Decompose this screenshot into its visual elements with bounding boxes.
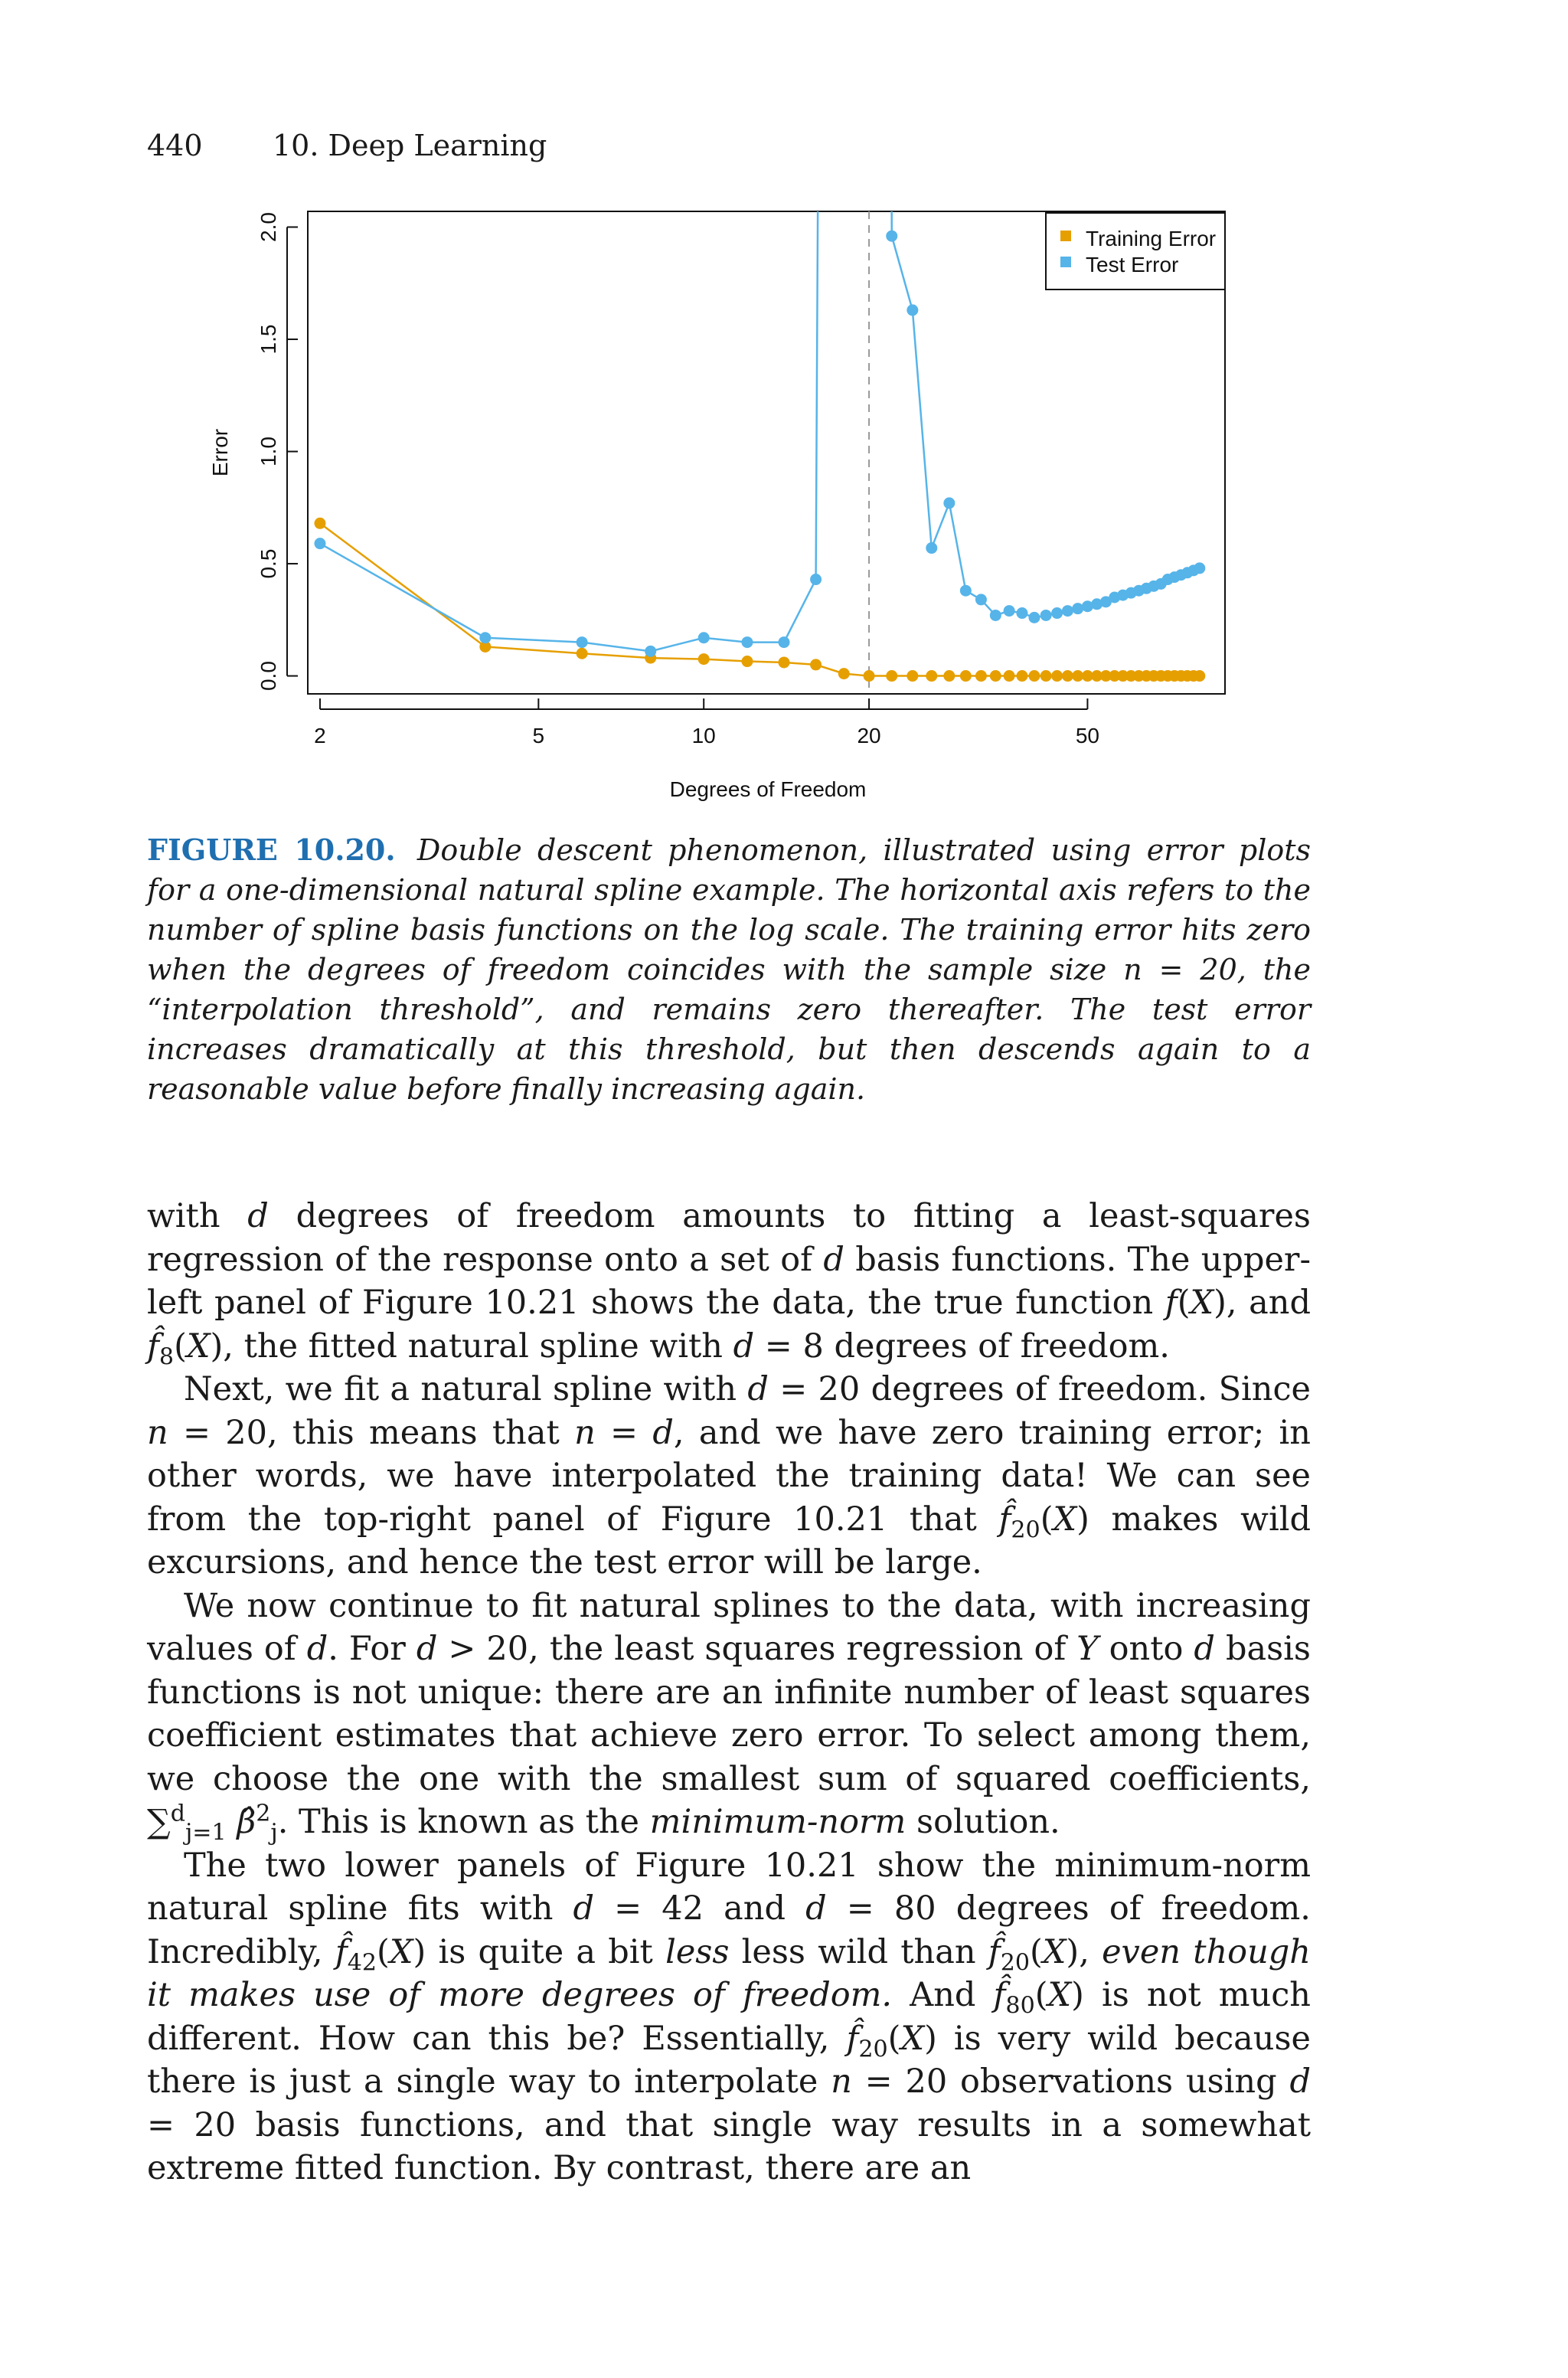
math-var: X — [1042, 1932, 1067, 1971]
test-error-point — [1004, 605, 1015, 617]
test-error-point — [778, 636, 789, 648]
text-run: . This is known as the — [277, 1803, 650, 1841]
y-axis — [256, 212, 298, 691]
math-var: n — [831, 2062, 852, 2101]
test-error-point — [1062, 605, 1073, 617]
training-error-point — [1051, 670, 1063, 682]
text-run: basis functions. The upper-left panel of Figure 10.21 shows the data, the true function — [147, 1240, 1311, 1322]
text-run: ) makes wild excursions, and hence the test error will be large. — [147, 1500, 1311, 1582]
page-number: 440 — [147, 129, 203, 162]
math-var: n — [574, 1413, 596, 1452]
math-var: Y — [1076, 1630, 1099, 1668]
x-axis — [314, 698, 1099, 747]
test-error-point — [943, 497, 955, 509]
text-run: = 20 basis functions, and that single way results in a somewhat extreme fitted function. By contrast, there are an — [147, 2105, 1311, 2187]
text-run: = 20 observations using — [851, 2062, 1290, 2101]
caption-text: Double descent phenomenon, illustrated using error plots for a one-dimensional natural spline example. The horizontal axis refers to the number of spline basis functions on the log scale. The training error hits zero when the degrees of freedom coincides with the sample size n = 20, the “interpolation threshold”, and remains zero thereafter. The test error increases dramatically at this threshold, but then descends again to a reasonable value before finally increasing again. — [147, 833, 1311, 1106]
test-error-point — [1028, 612, 1040, 623]
text-run: ( — [377, 1932, 390, 1971]
test-error-point — [479, 632, 491, 643]
math-var: f̂ — [147, 1326, 159, 1366]
test-error-point — [1194, 562, 1205, 574]
math-subscript: 42 — [347, 1949, 377, 1977]
text-run: with — [147, 1197, 248, 1235]
test-error-point — [1072, 603, 1083, 614]
math-var: d — [733, 1326, 755, 1366]
math-var: f̂ — [335, 1932, 348, 1971]
training-error-point — [1028, 670, 1040, 682]
y-tick-label: 0.5 — [256, 548, 280, 579]
math-var: d — [306, 1630, 328, 1668]
body-text — [147, 1195, 1311, 2190]
training-error-point — [698, 653, 710, 665]
math-var: d — [747, 1370, 769, 1408]
text-run: Next, we fit a natural spline with — [184, 1370, 748, 1408]
training-error-point — [943, 670, 955, 682]
training-error-point — [577, 648, 588, 659]
test-error-point — [741, 636, 753, 648]
x-axis-label: Degrees of Freedom — [669, 777, 867, 801]
training-error-point — [810, 659, 822, 670]
text-run: solution. — [906, 1803, 1060, 1841]
text-run: = 80 degrees of freedom. Incredibly, — [147, 1889, 1311, 1971]
x-tick-label: 20 — [857, 724, 881, 747]
text-run: ( — [1030, 1932, 1043, 1971]
training-error-line — [320, 523, 1200, 675]
math-subscript: 20 — [1011, 1516, 1040, 1544]
series-layer — [314, 0, 1205, 682]
test-error-point — [1016, 607, 1027, 619]
training-error-point — [886, 670, 897, 682]
test-error-point — [906, 304, 918, 316]
test-error-line — [320, 0, 1200, 651]
test-error-point — [645, 646, 656, 657]
training-error-point — [864, 670, 875, 682]
training-error-point — [990, 670, 1001, 682]
text-run: = 42 and — [594, 1889, 806, 1928]
math-var: X — [1190, 1284, 1214, 1322]
training-error-point — [1004, 670, 1015, 682]
legend-label-test: Test Error — [1086, 253, 1179, 276]
paragraph-3 — [147, 1585, 1311, 1844]
math-var: X — [389, 1932, 413, 1971]
math-var: X — [186, 1326, 211, 1366]
paragraph-1 — [147, 1195, 1312, 1371]
text-run: ), — [1066, 1932, 1102, 1971]
text-run: ) is not much different. How can this be? Essentially, — [147, 1976, 1311, 2058]
test-error-series — [314, 0, 1205, 657]
test-error-point — [975, 594, 987, 605]
math-var: f — [1165, 1284, 1178, 1322]
math-var: d — [573, 1889, 595, 1928]
math-var: n — [147, 1413, 168, 1452]
training-error-point — [960, 670, 972, 682]
legend-swatch-test — [1060, 257, 1071, 267]
math-subscript: 20 — [858, 2036, 888, 2063]
text-run: degrees of freedom amounts to fitting a least-squares regression of the response onto a set of — [147, 1197, 1311, 1279]
text-run: ) is quite a bit — [413, 1932, 666, 1971]
test-error-point — [1040, 610, 1052, 621]
text-run: less wild than — [729, 1932, 988, 1971]
x-tick-label: 2 — [314, 724, 326, 747]
training-error-point — [1016, 670, 1027, 682]
test-error-point — [886, 231, 897, 242]
text-run: , and we have zero training error; in other words, we have interpolated the training data! We can see from the top-right panel of Figure 10.21 that — [147, 1413, 1311, 1539]
math-var: X — [900, 2019, 925, 2058]
double-descent-figure — [0, 0, 1568, 827]
emphasis: even though it makes use of more degrees of freedom. — [147, 1932, 1311, 2014]
math-var: d — [416, 1630, 438, 1668]
text-run: = — [595, 1413, 653, 1452]
text-run: ), and — [1214, 1284, 1312, 1322]
y-tick-label: 1.0 — [256, 437, 280, 467]
math-var: f̂ — [988, 1932, 1001, 1971]
text-run: = 20, this means that — [168, 1413, 575, 1452]
training-error-point — [1062, 670, 1073, 682]
text-run: ( — [174, 1326, 187, 1366]
text-run: ( — [1040, 1500, 1054, 1539]
training-error-point — [1194, 670, 1205, 682]
training-error-point — [1040, 670, 1052, 682]
text-run: = 20 degrees of freedom. Since — [768, 1370, 1312, 1408]
math-subscript: j — [270, 1819, 278, 1846]
math-var: d — [1289, 2062, 1311, 2101]
math-var: d — [805, 1889, 827, 1928]
training-error-point — [975, 670, 987, 682]
plot-area — [256, 0, 1225, 747]
math-var: d — [1194, 1630, 1215, 1668]
training-error-point — [906, 670, 918, 682]
math-subscript: 8 — [158, 1343, 175, 1371]
test-error-point — [810, 574, 822, 585]
y-tick-label: 0.0 — [256, 661, 280, 692]
math-var: f̂ — [846, 2019, 859, 2058]
y-tick-label: 1.5 — [256, 324, 280, 355]
test-error-point — [698, 632, 710, 643]
text-run: > 20, the least squares regression of — [437, 1630, 1077, 1668]
math-var: f̂ — [998, 1500, 1011, 1539]
training-error-point — [741, 656, 753, 667]
test-error-point — [960, 585, 972, 597]
text-run: . For — [328, 1630, 416, 1668]
figure-caption — [147, 830, 1311, 1109]
training-error-point — [314, 518, 325, 529]
math-superscript: d — [170, 1800, 185, 1827]
training-error-series — [314, 518, 1205, 682]
text-run: ( — [1177, 1284, 1191, 1322]
legend-swatch-training — [1060, 231, 1071, 241]
math-var: f̂ — [993, 1976, 1006, 2014]
emphasis: less — [665, 1932, 730, 1971]
paragraph-2 — [147, 1368, 1311, 1585]
y-axis-label: Error — [208, 428, 232, 477]
test-error-point — [990, 610, 1001, 621]
y-tick-label: 2.0 — [256, 212, 280, 242]
text-run: ( — [887, 2019, 901, 2058]
x-tick-label: 10 — [691, 724, 716, 747]
text-run: basis functions is not unique: there are an infinite number of least squares coefficient estimates that achieve zero error. To select among them, we choose the one with the smallest sum of squared coefficients, — [147, 1630, 1311, 1798]
math-var: d — [652, 1413, 674, 1452]
legend-label-training: Training Error — [1086, 227, 1217, 250]
paragraph-4 — [147, 1844, 1311, 2190]
text-run: ) is very wild because there is just a single way to interpolate — [147, 2019, 1312, 2101]
emphasis: minimum-norm — [649, 1803, 906, 1841]
text-run: And — [892, 1976, 994, 2014]
math-var: d — [823, 1240, 844, 1279]
training-error-point — [778, 656, 789, 668]
text-run: ), the fitted natural spline with — [210, 1326, 733, 1366]
text-run: = 8 degrees of freedom. — [754, 1326, 1170, 1366]
math-subscript: 20 — [1000, 1949, 1031, 1977]
test-error-point — [314, 538, 325, 549]
math-subscript: 80 — [1005, 1992, 1035, 2020]
x-tick-label: 5 — [532, 724, 545, 747]
test-error-point — [577, 636, 588, 648]
math-superscript: 2 — [256, 1800, 271, 1827]
math-var: d — [247, 1197, 269, 1235]
text-run: ( — [1034, 1976, 1048, 2014]
training-error-point — [926, 670, 937, 682]
test-error-point — [1051, 607, 1063, 619]
legend-box — [1046, 213, 1225, 289]
text-run: The two lower panels of Figure 10.21 show the minimum-norm natural spline fits with — [147, 1846, 1311, 1928]
x-tick-label: 50 — [1075, 724, 1100, 747]
chapter-title: 10. Deep Learning — [273, 129, 547, 162]
math-var: β̂ — [237, 1803, 256, 1841]
sum-symbol: ∑ — [147, 1803, 171, 1841]
math-var: X — [1053, 1500, 1077, 1539]
figure-label: FIGURE 10.20. — [147, 832, 396, 867]
test-error-point — [926, 542, 937, 554]
text-run: We now continue to fit natural splines to the data, with increasing values of — [147, 1586, 1311, 1668]
training-error-point — [838, 668, 850, 679]
legend — [1046, 213, 1225, 289]
text-run: onto — [1098, 1630, 1194, 1668]
math-subscript: j=1 — [185, 1819, 227, 1846]
math-var: X — [1047, 1976, 1072, 2014]
